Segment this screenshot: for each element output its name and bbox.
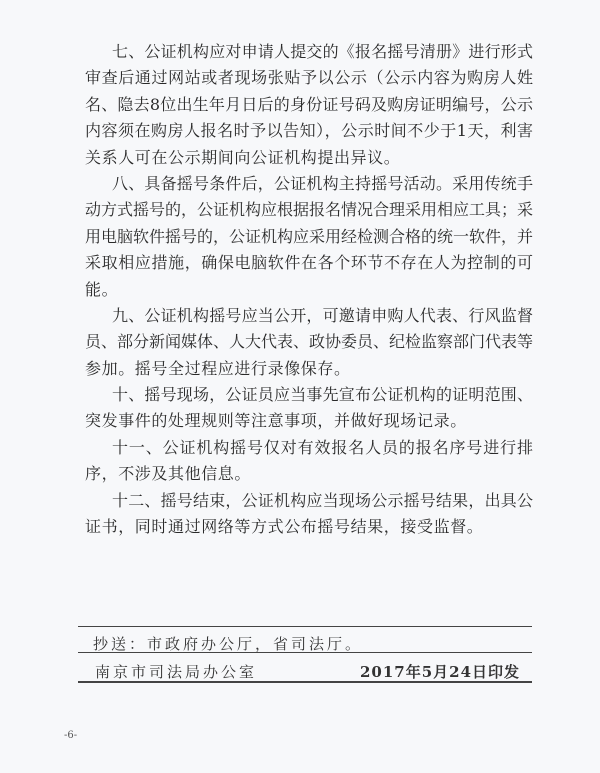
text-line: 名、隐去8位出生年月日后的身份证号码及购房证明编号，公示 <box>85 94 533 114</box>
footer-rule-middle <box>78 652 532 653</box>
text-line: 参加。摇号全过程应进行录像保存。 <box>85 358 351 378</box>
paragraph <box>85 382 533 435</box>
issue-date: 2017年5月24日印发 <box>360 663 521 681</box>
text-line: 内容须在购房人报名时予以告知），公示时间不少于1天，利害 <box>85 121 533 141</box>
text-line: 用电脑软件摇号的，公证机构应采用经检测合格的统一软件，并 <box>85 226 534 246</box>
text-line: 证书，同时通过网络等方式公布摇号结果，接受监督。 <box>85 517 484 537</box>
paragraph <box>85 435 533 488</box>
cc-line: 抄送：市政府办公厅，省司法厅。 <box>93 635 364 653</box>
text-line: 突发事件的处理规则等注意事项，并做好现场记录。 <box>85 411 467 431</box>
issuer: 南京市司法局办公室 <box>95 663 258 681</box>
text-line: 八、具备摇号条件后，公证机构主持摇号活动。采用传统手 <box>112 173 533 193</box>
footer-rule-top <box>78 626 532 627</box>
text-line: 员、部分新闻媒体、人大代表、政协委员、纪检监察部门代表等 <box>85 332 534 352</box>
paragraph <box>85 303 533 382</box>
text-line: 十、摇号现场，公证员应当事先宣布公证机构的证明范围、 <box>112 385 533 405</box>
document-body <box>85 39 533 540</box>
text-line: 十二、摇号结束，公证机构应当现场公示摇号结果，出具公 <box>112 490 533 510</box>
text-line: 七、公证机构应对申请人提交的《报名摇号清册》进行形式 <box>112 42 533 61</box>
page-number: -6- <box>64 730 78 741</box>
text-line: 十一、公证机构摇号仅对有效报名人员的报名序号进行排 <box>112 437 533 457</box>
text-line: 关系人可在公示期间向公证机构提出异议。 <box>85 147 401 167</box>
paragraph <box>85 171 533 303</box>
paragraph <box>85 488 533 541</box>
text-line: 九、公证机构摇号应当公开，可邀请申购人代表、行风监督 <box>112 305 533 325</box>
text-line: 序，不涉及其他信息。 <box>85 464 252 484</box>
text-line: 采取相应措施，确保电脑软件在各个环节不存在人为控制的可 <box>85 253 533 273</box>
paragraph <box>85 39 533 171</box>
text-line: 审查后通过网站或者现场张贴予以公示（公示内容为购房人姓 <box>85 68 533 88</box>
text-line: 能。 <box>85 279 119 299</box>
text-line: 动方式摇号的，公证机构应根据报名情况合理采用相应工具；采 <box>85 200 534 220</box>
footer-rule-bottom <box>78 681 532 683</box>
